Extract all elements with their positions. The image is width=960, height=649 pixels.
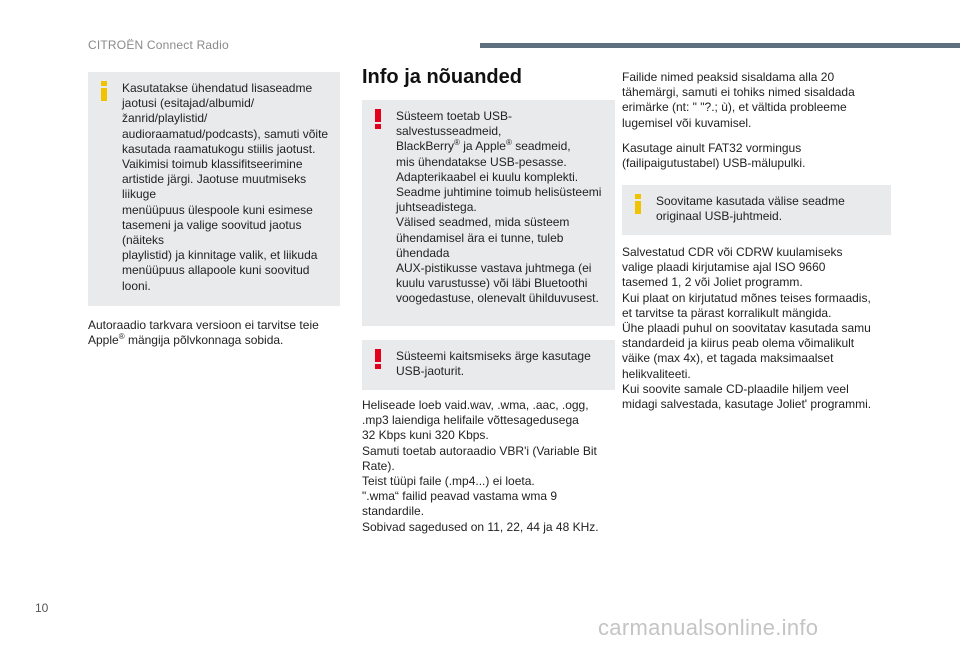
paragraph-line-2: mängija põlvkonnaga sobida.: [124, 333, 284, 348]
header-title: CITROËN Connect Radio: [88, 38, 229, 52]
warning-box-text: Süsteem toetab USB-salvestusseadmeid, BlackBerry® ja Apple® seadmeid, mis ühendatakse USB-pesasse. Adapterikaabel ei kuulu komplekti. Seadme juhtimine toimub helisüsteemi juhtseadistega. Välised seadmed, mida süsteem ühendamisel ära ei tunne, tuleb ühendada AUX-pistikusse vastava juhtmega (ei kuulu varustusse) või läbi Bluetoothi voogedastuse, olenevalt ühilduvusest.: [396, 109, 602, 306]
info-icon: [97, 81, 111, 101]
warning-box-hub: [362, 340, 615, 390]
apple-word: Apple: [88, 333, 119, 348]
left-paragraph: [88, 318, 348, 348]
middle-paragraph: [362, 398, 624, 535]
formats-paragraph: Heliseade loeb vaid.wav, .wma, .aac, .ogg, .mp3 laiendiga helifaile võttesagedusega 32 Kbps kuni 320 Kbps. Samuti toetab autoraadio VBR'i (Variable Bit Rate). Teist tüüpi faile (.mp4...) ei loeta. ".wma“ failid peavad vastama wma 9 standardile. Sobivad sagedused on 11, 22, 44 ja 48 KHz.: [362, 398, 599, 534]
info-box-right: [622, 185, 891, 235]
header-accent-bar: [480, 43, 960, 48]
info-icon: [631, 194, 645, 214]
info-box-left: [88, 72, 340, 306]
warning-icon: [371, 109, 385, 129]
registered-mark: ®: [118, 332, 125, 342]
warning-box-usb: [362, 100, 615, 326]
right-paragraph-1: [622, 70, 892, 131]
right-paragraph-2: [622, 141, 892, 171]
fat32-paragraph: Kasutage ainult FAT32 vormingus (failipaigutustabel) USB-mälupulki.: [622, 141, 806, 171]
info-box-text: Kasutatakse ühendatud lisaseadme jaotusi (esitajad/albumid/žanrid/playlistid/ audioraamatud/podcasts), samuti võite kasutada raamatukogu stiilis jaotust. Vaikimisi toimub klassifitseerimine artistide järgi. Jaotuse muutmiseks liikuge menüüpuus ülespoole kuni esimese tasemeni ja valige soovitud jaotus (näiteks playlistid) ja kinnitage valik, et liikuda menüüpuus allapoole kuni soovitud looni.: [122, 81, 329, 293]
filenames-paragraph: Failide nimed peaksid sisaldama alla 20 tähemärgi, samuti ei tohiks nimed sisaldada erimärke (nt: " "?.; ù), et vältida probleeme lugemisel või kuvamisel.: [622, 70, 855, 130]
info-box-text: Soovitame kasutada välise seadme originaal USB-juhtmeid.: [656, 194, 845, 224]
paragraph-line-1: Autoraadio tarkvara versioon ei tarvitse teie: [88, 318, 319, 332]
page-number: 10: [35, 601, 49, 615]
warning-icon: [371, 349, 385, 369]
cd-paragraph: Salvestatud CDR või CDRW kuulamiseks valige plaadi kirjutamise ajal ISO 9660 tasemed 1, 2 või Joliet programm. Kui plaat on kirjutatud mõnes teises formaadis, et tarvitse ta pärast korralikult mängida. Ühe plaadi puhul on soovitatav kasutada samu standardeid ja kiirus peab olema võimalikult väike (max 4x), et tagada maksimaalset helikvaliteeti. Kui soovite samale CD-plaadile hiljem veel midagi salvestada, kasutage Joliet' programmi.: [622, 245, 872, 412]
section-heading: Info ja nõuanded: [362, 66, 522, 88]
right-paragraph-3: [622, 245, 902, 412]
warning-box-text: Süsteemi kaitsmiseks ärge kasutage USB-jaoturit.: [396, 349, 591, 379]
watermark: carmanualsonline.info: [598, 615, 819, 640]
